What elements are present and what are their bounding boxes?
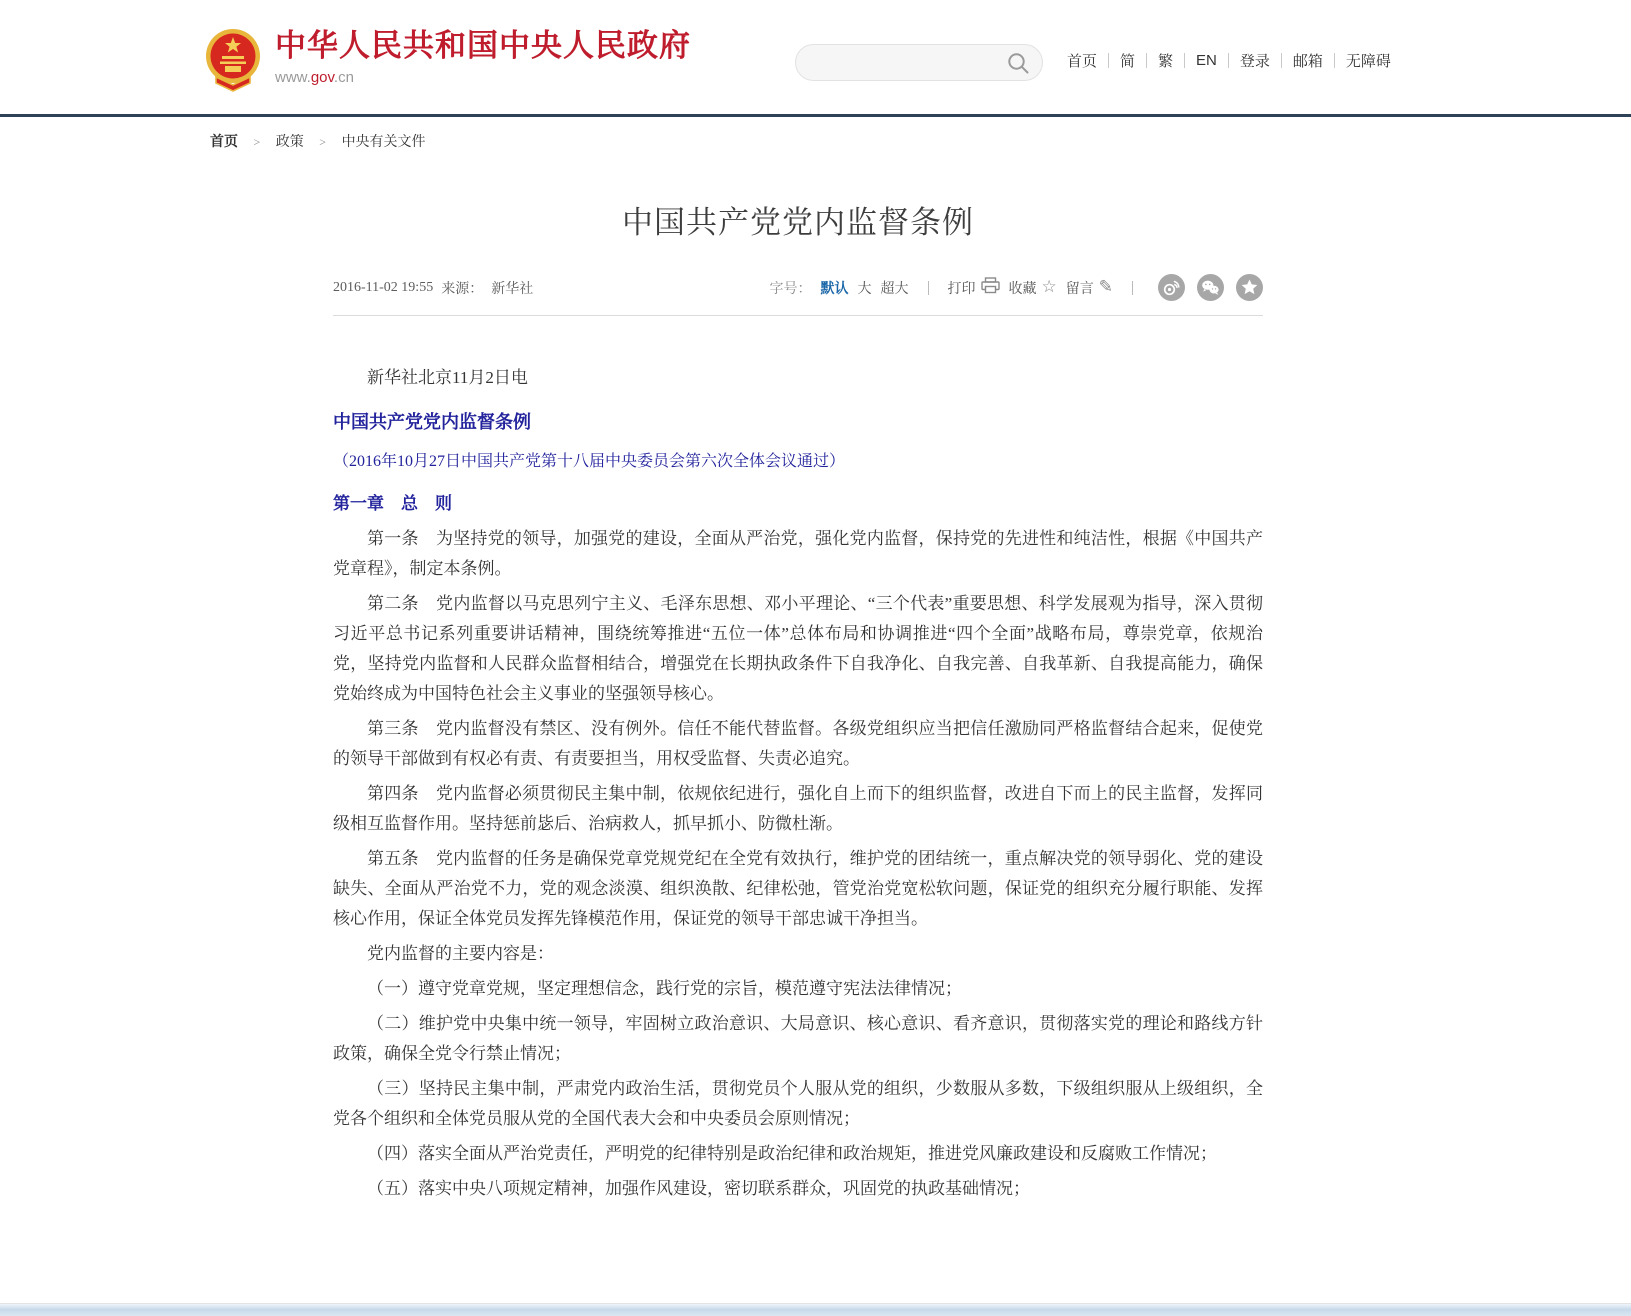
comment-button[interactable]: 留言 ✎ [1065, 277, 1113, 297]
breadcrumb-central-documents[interactable]: 中央有关文件 [341, 135, 426, 150]
toolbar-separator [1132, 281, 1133, 295]
footer-top-bar [0, 1303, 1631, 1316]
national-emblem-icon [205, 28, 261, 97]
paragraph: 第五条 党内监督的任务是确保党章党规党纪在全党有效执行，维护党的团结统一，重点解决党的领导弱化、党的建设缺失、全面从严治党不力，党的观念淡漠、组织涣散、纪律松弛，管党治党宽松软问题，保证党的组织充分履行职能、发挥核心作用，保证全体党员发挥先锋模范作用，保证党的领导干部忠诚干净担当。 [333, 849, 1263, 928]
favorite-button[interactable]: 收藏 ☆ [1008, 277, 1057, 297]
breadcrumb-home[interactable]: 首页 [210, 135, 238, 150]
nav-english[interactable]: EN [1196, 52, 1217, 69]
article-meta [333, 274, 1263, 316]
share-buttons [1158, 274, 1263, 301]
font-size-label: 字号： [769, 281, 812, 297]
article-body [333, 316, 1263, 1204]
paragraph: （二）维护党中央集中统一领导，牢固树立政治意识、大局意识、核心意识、看齐意识，贯彻落实党的理论和路线方针政策，确保全党令行禁止情况； [333, 1014, 1263, 1063]
toolbar-separator [928, 281, 929, 295]
nav-home[interactable]: 首页 [1067, 53, 1098, 70]
document-subtitle: （2016年10月27日中国共产党第十八届中央委员会第六次全体会议通过） [333, 453, 846, 470]
breadcrumb [210, 131, 1631, 151]
nav-traditional[interactable]: 繁 [1158, 53, 1174, 70]
paragraph: （五）落实中央八项规定精神，加强作风建设，密切联系群众，巩固党的执政基础情况； [367, 1179, 1030, 1198]
chapter-heading: 第一章 总 则 [333, 494, 452, 513]
breadcrumb-policy[interactable]: 政策 [275, 135, 304, 150]
meta-left [333, 278, 533, 298]
weibo-icon[interactable] [1158, 274, 1185, 301]
font-size-large-button[interactable]: 大 [857, 281, 872, 297]
top-nav [1056, 50, 1402, 71]
search-input[interactable] [812, 49, 1002, 76]
document-title: 中国共产党党内监督条例 [333, 412, 531, 432]
paragraph: （四）落实全面从严治党责任，严明党的纪律特别是政治纪律和政治规矩，推进党风廉政建设和反腐败工作情况； [367, 1144, 1217, 1163]
breadcrumb-separator: > [319, 135, 327, 149]
paragraph: 党内监督的主要内容是： [367, 944, 554, 963]
page-title: 中国共产党党内监督条例 [622, 205, 974, 240]
wechat-icon[interactable] [1197, 274, 1224, 301]
font-size-xlarge-button[interactable]: 超大 [880, 281, 909, 297]
paragraph: 第一条 为坚持党的领导，加强党的建设，全面从严治党，强化党内监督，保持党的先进性和纯洁性，根据《中国共产党章程》，制定本条例。 [333, 529, 1263, 578]
site-header [0, 0, 1631, 117]
search-box [795, 44, 1043, 81]
nav-login[interactable]: 登录 [1239, 53, 1270, 70]
paragraph: 第四条 党内监督必须贯彻民主集中制，依规依纪进行，强化自上而下的组织监督，改进自下而上的民主监督，发挥同级相互监督作用。坚持惩前毖后、治病救人，抓早抓小、防微杜渐。 [333, 784, 1263, 833]
qzone-star-icon[interactable] [1236, 274, 1263, 301]
search-icon[interactable] [1006, 51, 1031, 81]
dateline: 新华社北京11月2日电 [367, 368, 528, 387]
nav-accessibility[interactable]: 无障碍 [1345, 53, 1391, 70]
print-button[interactable]: 打印 [948, 277, 1000, 299]
meta-toolbar [770, 274, 1264, 301]
site-title: 中华人民共和国中央人民政府 [275, 28, 691, 63]
nav-simplified[interactable]: 简 [1120, 53, 1136, 70]
font-size-default-button[interactable]: 默认 [820, 281, 849, 297]
source-label: 来源： [441, 281, 484, 297]
paragraph: 第三条 党内监督没有禁区、没有例外。信任不能代替监督。各级党组织应当把信任激励同严格监督结合起来，促使党的领导干部做到有权必有责、有责要担当，用权受监督、失责必追究。 [333, 719, 1263, 768]
star-icon: ☆ [1041, 277, 1057, 297]
paragraph: （三）坚持民主集中制，严肃党内政治生活，贯彻党员个人服从党的组织，少数服从多数，下级组织服从上级组织，全党各个组织和全体党员服从党的全国代表大会和中央委员会原则情况； [333, 1079, 1263, 1128]
paragraph: （一）遵守党章党规，坚定理想信念，践行党的宗旨，模范遵守宪法法律情况； [367, 979, 962, 998]
site-url: www.gov.cn [275, 69, 354, 86]
site-logo[interactable] [205, 28, 691, 97]
paragraph: 第二条 党内监督以马克思列宁主义、毛泽东思想、邓小平理论、“三个代表”重要思想、科学发展观为指导，深入贯彻习近平总书记系列重要讲话精神，围绕统筹推进“五位一体”总体布局和协调推进“四个全面”战略布局，尊崇党章，依规治党，坚持党内监督和人民群众监督相结合，增强党在长期执政条件下自我净化、自我完善、自我革新、自我提高能力，确保党始终成为中国特色社会主义事业的坚强领导核心。 [333, 594, 1263, 703]
nav-mail[interactable]: 邮箱 [1292, 53, 1323, 70]
pencil-icon: ✎ [1098, 277, 1113, 297]
article [333, 197, 1263, 1204]
breadcrumb-separator: > [253, 135, 261, 149]
source-value: 新华社 [491, 281, 534, 297]
publish-datetime: 2016-11-02 19:55 [333, 279, 434, 295]
printer-icon [981, 277, 1000, 299]
